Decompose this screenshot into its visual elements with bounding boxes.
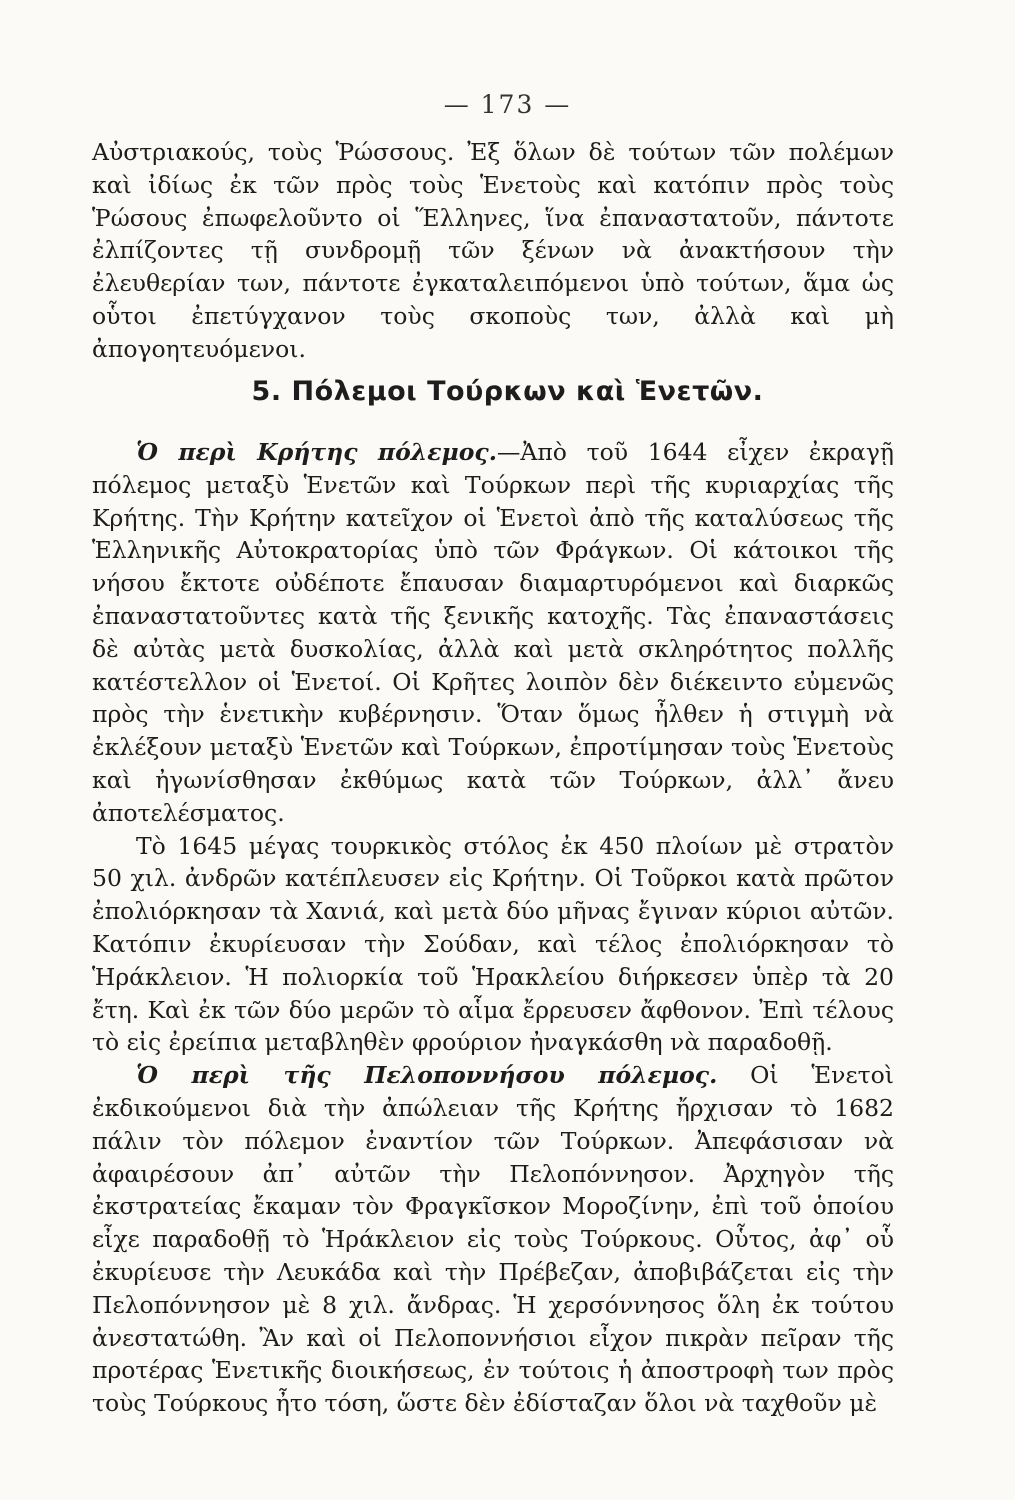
paragraph-fleet-1645: Τὸ 1645 μέγας τουρκικὸς στόλος ἐκ 450 πλοίων μὲ στρατὸν 50 χιλ. ἀνδρῶν κατέπλευσεν εἰς Κρήτην. Οἱ Τοῦρκοι κατὰ πρῶτον ἐπολιόρκησαν τὰ Χανιά, καὶ μετὰ δύο μῆνας ἔγιναν κύριοι αὐτῶν. Κατόπιν ἐκυρίευσαν τὴν Σούδαν, καὶ τέλος ἐπολιόρκησαν τὸ Ἡράκλειον. Ἡ πολιορκία τοῦ Ἡρακλείου διήρκεσεν ὑπὲρ τὰ 20 ἔτη. Καὶ ἐκ τῶν δύο μερῶν τὸ αἷμα ἔρρευσεν ἄφθονον. Ἐπὶ τέλους τὸ εἰς ἐρείπια μεταβληθὲν φρούριον ἠναγκάσθη νὰ παραδοθῇ. xyxy=(92,831,894,1057)
paragraph-crete-war xyxy=(92,436,894,830)
paragraph-continuation: Αὐστριακούς, τοὺς Ῥώσσους. Ἐξ ὅλων δὲ τούτων τῶν πολέμων καὶ ἰδίως ἐκ τῶν πρὸς τοὺς Ἑνετοὺς καὶ κατόπιν πρὸς τοὺς Ῥώσους ἐπωφελοῦντο οἱ Ἕλληνες, ἵνα ἐπαναστατοῦν, πάντοτε ἐλπίζοντες τῇ συνδρομῇ τῶν ξένων νὰ ἀνακτήσουν τὴν ἐλευθερίαν των, πάντοτε ἐγκαταλειπόμενοι ὑπὸ τούτων, ἅμα ὡς οὗτοι ἐπετύγχανον τοὺς σκοποὺς των, ἀλλὰ καὶ μὴ ἀπογοητευόμενοι. xyxy=(92,138,894,363)
run-in-title-crete: Ὁ περὶ Κρήτης πόλεμος. xyxy=(136,438,497,466)
run-in-title-peloponnese: Ὁ περὶ τῆς Πελοποννήσου πόλεμος. xyxy=(136,1061,718,1090)
paragraph-peloponnese-war xyxy=(92,1059,894,1420)
paragraph-crete-text: —Ἀπὸ τοῦ 1644 εἶχεν ἐκραγῇ πόλεμος μεταξὺ Ἑνετῶν καὶ Τούρκων περὶ τῆς κυριαρχίας τῆς Κρήτης. Τὴν Κρήτην κατεῖχον οἱ Ἑνετοὶ ἀπὸ τῆς καταλύσεως τῆς Ἑλληνικῆς Αὐτοκρατορίας ὑπὸ τῶν Φράγκων. Οἱ κάτοικοι τῆς νήσου ἔκτοτε οὐδέποτε ἔπαυσαν διαμαρτυρόμενοι καὶ διαρκῶς ἐπαναστατοῦντες κατὰ τῆς ξενικῆς κατοχῆς. Τὰς ἐπαναστάσεις δὲ αὐτὰς μετὰ δυσκολίας, ἀλλὰ καὶ μετὰ σκληρότητος πολλῆς κατέστελλον οἱ Ἑνετοί. Οἱ Κρῆτες λοιπὸν δὲν διέκειντο εὐμενῶς πρὸς τὴν ἑνετικὴν κυβέρνησιν. Ὅταν ὅμως ἦλθεν ἡ στιγμὴ νὰ ἐκλέξουν μεταξὺ Ἑνετῶν καὶ Τούρκων, ἐπροτίμησαν τοὺς Ἑνετοὺς καὶ ἠγωνίσθησαν ἐκθύμως κατὰ τῶν Τούρκων, ἀλλ᾽ ἄνευ ἀποτελέσματος. xyxy=(92,438,894,827)
body-text-top xyxy=(92,136,894,366)
body-text-main xyxy=(92,436,894,1420)
section-heading: 5. Πόλεμοι Τούρκων καὶ Ἑνετῶν. xyxy=(251,376,764,407)
paragraph-peloponnese-text: Οἱ Ἑνετοὶ ἐκδικούμενοι διὰ τὴν ἀπώλειαν τῆς Κρήτης ἤρχισαν τὸ 1682 πάλιν τὸν πόλεμον ἐναντίον τῶν Τούρκων. Ἀπεφάσισαν νὰ ἀφαιρέσουν ἀπ᾽ αὐτῶν τὴν Πελοπόννησον. Ἀρχηγὸν τῆς ἐκστρατείας ἔκαμαν τὸν Φραγκῖσκον Μοροζίνην, ἐπὶ τοῦ ὁποίου εἶχε παραδοθῇ τὸ Ἡράκλειον εἰς τοὺς Τούρκους. Οὗτος, ἀφ᾽ οὗ ἐκυρίευσε τὴν Λευκάδα καὶ τὴν Πρέβεζαν, ἀποβιβάζεται εἰς τὴν Πελοπόννησον μὲ 8 χιλ. ἄνδρας. Ἡ χερσόννησος ὅλη ἐκ τούτου ἀνεστατώθη. Ἂν καὶ οἱ Πελοποννήσιοι εἶχον πικρὰν πεῖραν τῆς προτέρας Ἑνετικῆς διοικήσεως, ἐν τούτοις ἡ ἀποστροφὴ των πρὸς τοὺς Τούρκους ἦτο τόση, ὥστε δὲν ἐδίσταζαν ὅλοι νὰ ταχθοῦν μὲ xyxy=(92,1061,895,1418)
page-number: — 173 — xyxy=(443,90,572,119)
